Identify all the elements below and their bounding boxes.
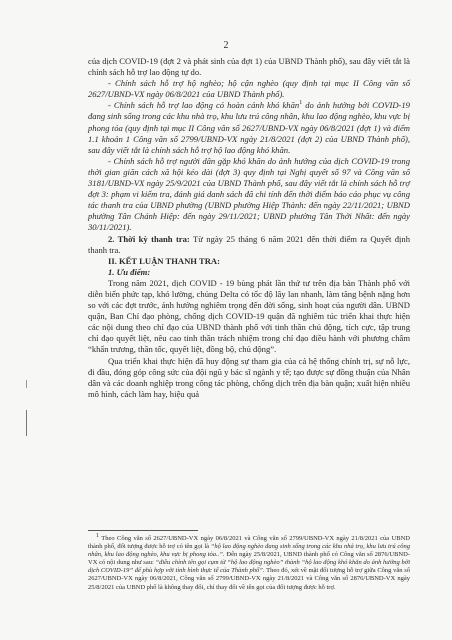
footnote-part: “hộ lao động nghèo đang sinh sống trong các khu nhà trọ, khu lưu trú công nhân, khu lao động nghèo, khu vực bị phong tỏa..” bbox=[88, 543, 410, 559]
footnote-text bbox=[88, 532, 410, 592]
footnote bbox=[88, 532, 410, 592]
footnote-separator bbox=[88, 530, 198, 531]
section-heading: II. KẾT LUẬN THANH TRA: bbox=[108, 255, 220, 266]
footnote-ref: 1 bbox=[299, 100, 303, 107]
subsection-heading: 1. Ưu điểm: bbox=[108, 266, 151, 277]
paragraph bbox=[88, 78, 410, 100]
section-label: 2. Thời kỳ thanh tra: bbox=[108, 233, 190, 244]
footnote-marker: 1 bbox=[96, 532, 99, 539]
margin-mark bbox=[26, 380, 27, 388]
paragraph bbox=[88, 234, 410, 256]
paragraph: Qua triển khai thực hiện đã huy động sự tham gia của cả hệ thống chính trị, sự nỗ lực, đi đầu, đóng góp công sức của đội ngũ y bác sĩ ngành y tế; tạo được sự đồng thuận của Nhân dân và các doanh nghiệp trong công tác phòng, chống dịch trên địa bàn quận; xuất hiện nhiều mô hình, cách làm hay, hiệu quả bbox=[88, 355, 410, 399]
page-number: 2 bbox=[223, 40, 229, 51]
footnote-part: . Theo đó, xét về mặt đối tượng hỗ trợ giữa Công văn số 2627/UBND-VX ngày 06/8/2021, Công văn số 2799/UBND-VX ngày 21/8/2021 và Công văn số 2876/UBND-VX ngày 25/8/2021 của UBND phố là không thay đổi, chỉ thay đổi về tên gọi của đối tượng được hỗ trợ. bbox=[88, 567, 410, 591]
paragraph-text: - Chính sách hỗ trợ hộ nghèo; hộ cận nghèo (quy định tại mục II Công văn số 2627/UBND-VX ngày 06/8/2021 của UBND Thành phố). bbox=[88, 78, 410, 100]
paragraph: Trong năm 2021, dịch COVID - 19 bùng phát lần thứ tư trên địa bàn Thành phố với diễn biến phức tạp, khó lường, chủng Delta có tốc độ lây lan nhanh, làm tăng bệnh nặng hơn so với các đợt trước, ảnh hưởng nghiêm trọng đến đời sống, sinh hoạt của người dân. UBND quận, Ban Chỉ đạo phòng, chống dịch COVID-19 quận đã nghiêm túc triển khai thực hiện các nội dung theo chỉ đạo của UBND thành phố với tinh thần chủ động, tích cực, tập trung chỉ đạo quyết liệt, nêu cao tinh thần trách nhiệm trong chỉ đạo điều hành với phương châm “khẩn trương, thần tốc, quyết liệt, đồng bộ, chủ động”. bbox=[88, 277, 410, 355]
paragraph-text: - Chính sách hỗ trợ người dân gặp khó khăn do ảnh hưởng của dịch COVID-19 trong thời gian giãn cách xã hội kéo dài (đợt 3) quy định tại Nghị quyết số 97 và Công văn số 3181/UBND-VX ngày 25/9/2021 của UBND Thành phố, sau đây viết tắt là chính sách hỗ trợ đợt 3: phạm vi kiểm tra, đánh giá danh sách đã chi tính đến thời điểm báo cáo phục vụ công tác thanh tra của UBND phường (UBND phường Hiệp Thành: đến ngày 22/11/2021; UBND phường Tân Chánh Hiệp: đến ngày 29/11/2021; UBND phường Tân Thới Nhất: đến ngày 30/11/2021). bbox=[88, 155, 410, 233]
footnote-part: “điều chỉnh tên gọi cụm từ “hộ lao động nghèo” thành “hộ lao động khó khăn do ảnh hưởng bởi dịch COVID-19” để phù hợp với tình hình thực tế của Thành phố” bbox=[88, 559, 410, 575]
margin-mark bbox=[26, 410, 27, 436]
paragraph-text: do ảnh hưởng bởi COVID-19 đang sinh sống trong các khu nhà trọ, khu lưu trú công nhân, khu lao động nghèo, khu vực bị phong tỏa (quy định tại mục II Công văn số 2627/UBND-VX ngày 06/8/2021 (đợt 1) và điểm 1.1 khoản 1 Công văn số 2799/UBND-VX ngày 21/8/2021 (đợt 2) của UBND Thành phố), sau đây viết tắt là chính sách hỗ trợ hộ lao động khó khăn. bbox=[88, 100, 410, 155]
footnote-part: . Đến ngày 25/8/2021, UBND thành phố có Công văn số 2876/UBND-VX có nội dung như sau: bbox=[88, 551, 410, 567]
paragraph-text: Từ ngày 25 tháng 6 năm 2021 đến thời điểm ra Quyết định thanh tra. bbox=[88, 233, 410, 255]
paragraph: của dịch COVID-19 (đợt 2 và phát sinh của đợt 1) của UBND Thành phố), sau đây viết tắt là chính sách hỗ trợ lao động tự do. bbox=[88, 56, 410, 78]
paragraph bbox=[88, 156, 410, 234]
paragraph-text: - Chính sách hỗ trợ lao động có hoàn cảnh khó khăn bbox=[108, 100, 300, 111]
footnote-part: Theo Công văn số 2627/UBND-VX ngày 06/8/2021 và Công văn số 2799/UBND-VX ngày 21/8/2021 của UBND thành phố, đối tượng được hỗ trợ có tên gọi là bbox=[88, 535, 410, 551]
document-body bbox=[88, 56, 410, 400]
paragraph bbox=[88, 100, 410, 155]
